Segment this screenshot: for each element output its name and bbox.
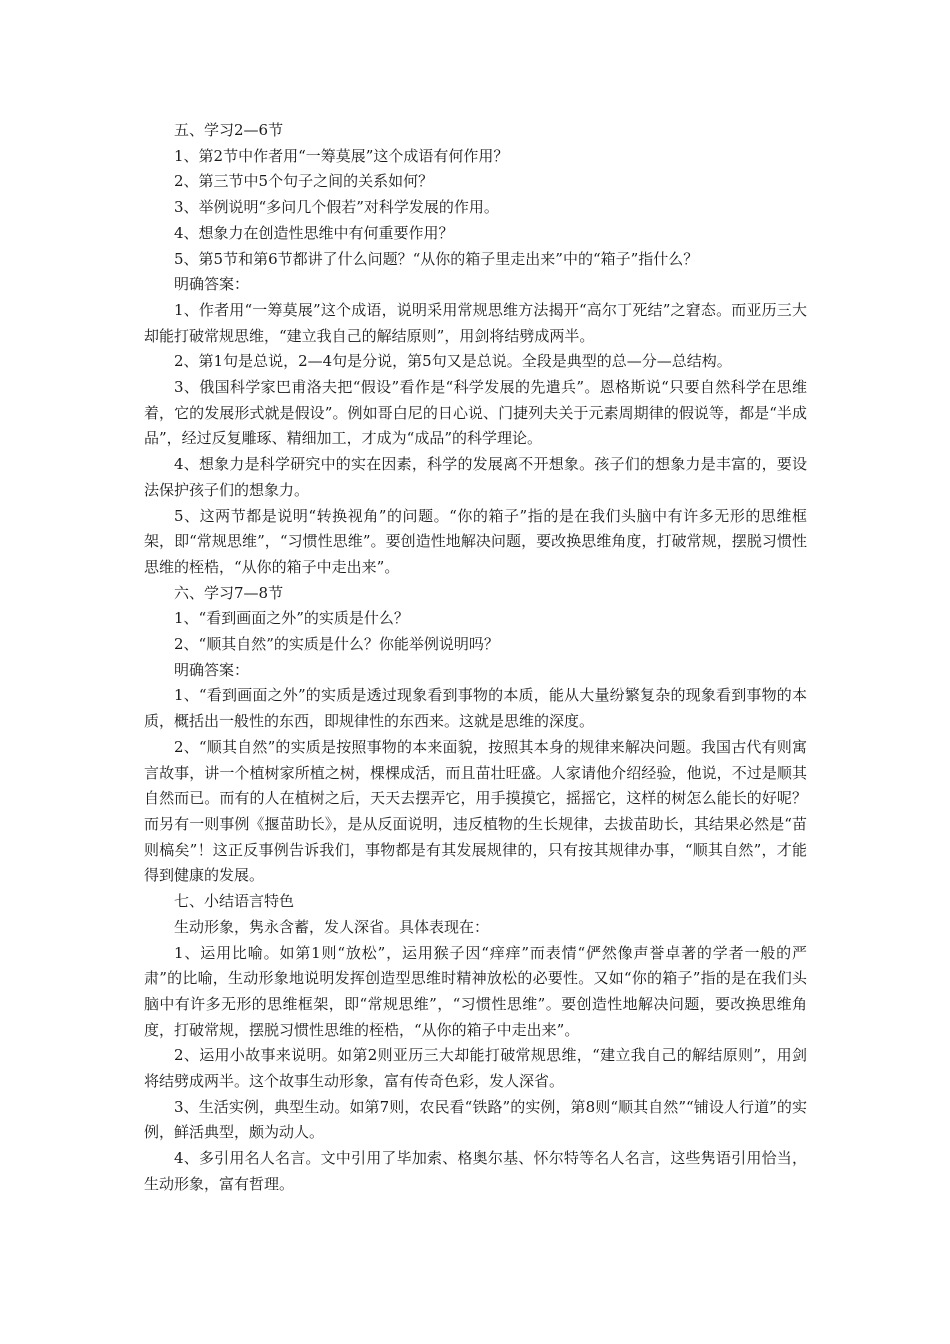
- answer-paragraph: 1、作者用“一筹莫展”这个成语，说明采用常规思维方法揭开“高尔丁死结”之窘态。而亚历三大却能打破常规思维，“建立我自己的解结原则”，用剑将结劈成两半。: [144, 300, 807, 345]
- question-paragraph: 1、第2节中作者用“一筹莫展”这个成语有何作用？: [174, 146, 509, 165]
- summary-paragraph: 3、生活实例，典型生动。如第7则，农民看“铁路”的实例，第8则“顺其自然”“铺设人行道”的实例，鲜活典型，颇为动人。: [144, 1097, 807, 1142]
- document-body: [144, 118, 807, 1198]
- answer-paragraph: 3、俄国科学家巴甫洛夫把“假设”看作是“科学发展的先遣兵”。恩格斯说“只要自然科学在思维着，它的发展形式就是假设”。例如哥白尼的日心说、门捷列夫关于元素周期律的假说等，都是“半成品”，经过反复雕琢、精细加工，才成为“成品”的科学理论。: [144, 378, 807, 448]
- summary-paragraph: 4、多引用名人名言。文中引用了毕加索、格奥尔基、怀尔特等名人名言，这些隽语引用恰当，生动形象，富有哲理。: [144, 1149, 807, 1193]
- question-paragraph: 1、“看到画面之外”的实质是什么？: [174, 609, 409, 628]
- answer-paragraph: 4、想象力是科学研究中的实在因素，科学的发展离不开想象。孩子们的想象力是丰富的，要设法保护孩子们的想象力。: [144, 455, 807, 499]
- summary-intro: 生动形象，隽永含蓄，发人深省。具体表现在：: [174, 917, 490, 936]
- answer-paragraph: 2、第1句是总说，2—4句是分说，第5句又是总说。全段是典型的总—分—总结构。: [174, 352, 732, 371]
- answer-paragraph: 2、“顺其自然”的实质是按照事物的本来面貌，按照其本身的规律来解决问题。我国古代有则寓言故事，讲一个植树家所植之树，棵棵成活，而且苗壮旺盛。人家请他介绍经验，他说，不过是顺其自然而已。而有的人在植树之后，天天去摆弄它，用手摸摸它，摇摇它，这样的树怎么能长的好呢？而另有一则事例《揠苗助长》，是从反面说明，违反植物的生长规律，去拔苗助长，其结果必然是“苗则槁矣”！这正反事例告诉我们，事物都是有其发展规律的，只有按其规律办事，“顺其自然”，才能得到健康的发展。: [144, 737, 807, 885]
- question-paragraph: 2、“顺其自然”的实质是什么？你能举例说明吗？: [174, 635, 499, 654]
- section-heading-5: 五、学习2—6节: [174, 121, 284, 139]
- summary-paragraph: 2、运用小故事来说明。如第2则亚历三大却能打破常规思维，“建立我自己的解结原则”，用剑将结劈成两半。这个故事生动形象，富有传奇色彩，发人深省。: [144, 1046, 807, 1091]
- answer-heading: 明确答案：: [174, 275, 250, 294]
- question-paragraph: 2、第三节中5个句子之间的关系如何？: [174, 172, 434, 191]
- summary-paragraph: 1、运用比喻。如第1则“放松”，运用猴子因“痒痒”而表情“俨然像声誉卓著的学者一般的严肃”的比喻，生动形象地说明发挥创造型思维时精神放松的必要性。又如“你的箱子”指的是在我们头脑中有许多无形的思维框架，即“常规思维”，“习惯性思维”。要创造性地解决问题，要改换思维角度，打破常规，摆脱习惯性思维的桎梏，“从你的箱子中走出来”。: [144, 943, 807, 1039]
- section-heading-7: 七、小结语言特色: [174, 892, 295, 911]
- answer-heading: 明确答案：: [174, 660, 250, 679]
- section-heading-6: 六、学习7—8节: [174, 583, 284, 602]
- answer-paragraph: 5、这两节都是说明“转换视角”的问题。“你的箱子”指的是在我们头脑中有许多无形的思维框架，即“常规思维”，“习惯性思维”。要创造性地解决问题，要改换思维角度，打破常规，摆脱习惯性思维的桎梏，“从你的箱子中走出来”。: [144, 506, 807, 576]
- question-paragraph: 4、想象力在创造性思维中有何重要作用？: [174, 223, 454, 242]
- question-paragraph: 3、举例说明“多问几个假若”对科学发展的作用。: [174, 198, 499, 217]
- answer-paragraph: 1、“看到画面之外”的实质是透过现象看到事物的本质，能从大量纷繁复杂的现象看到事物的本质，概括出一般性的东西，即规律性的东西来。这就是思维的深度。: [144, 686, 807, 731]
- question-paragraph: 5、第5节和第6节都讲了什么问题？“从你的箱子里走出来”中的“箱子”指什么？: [174, 249, 699, 268]
